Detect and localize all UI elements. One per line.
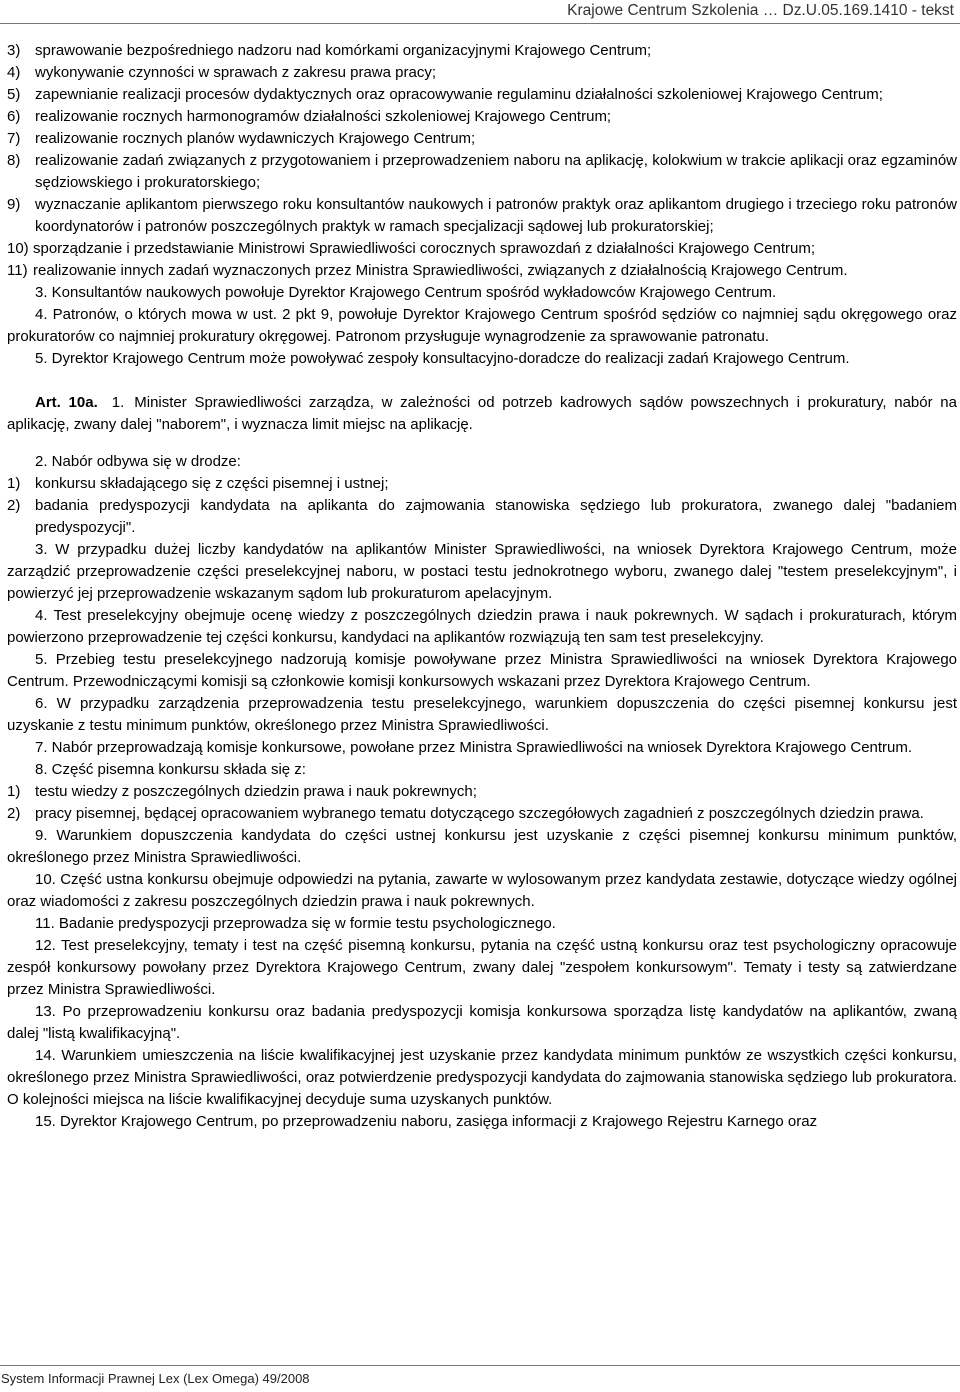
paragraph: 5. Przebieg testu preselekcyjnego nadzorują komisje powoływane przez Ministra Sprawiedliwości na wniosek Dyrektora Krajowego Centrum. Przewodniczącymi komisji są członkowie komisji konkursowych wskazani przez Dyrektora Krajowego Centrum. bbox=[7, 651, 957, 690]
paragraph: 9. Warunkiem dopuszczenia kandydata do części ustnej konkursu jest uzyskanie z części pisemnej konkursu minimum punktów, określonego przez Ministra Sprawiedliwości. bbox=[7, 827, 957, 866]
article-label: Art. 10a. bbox=[35, 394, 98, 411]
article-10a bbox=[7, 392, 957, 436]
list-recruitment-modes bbox=[7, 473, 957, 539]
paragraph: 8. Część pisemna konkursu składa się z: bbox=[35, 761, 306, 778]
page-footer bbox=[0, 1365, 960, 1392]
list-item: 1) testu wiedzy z poszczególnych dziedzin prawa i nauk pokrewnych; bbox=[7, 783, 477, 800]
list-written-part bbox=[7, 781, 957, 825]
paragraph: 2. Nabór odbywa się w drodze: bbox=[35, 453, 241, 470]
list-item: 8) realizowanie zadań związanych z przygotowaniem i przeprowadzeniem naboru na aplikację, kolokwium w trakcie aplikacji oraz egzaminów sędziowskiego i prokuratorskiego; bbox=[7, 152, 957, 191]
paragraph: 14. Warunkiem umieszczenia na liście kwalifikacyjnej jest uzyskanie przez kandydata minimum punktów ze wszystkich części konkursu, określonego przez Ministra Sprawiedliwości, oraz potwierdzenie predyspozycji kandydata do zajmowania stanowiska sędziego lub prokuratora. O kolejności miejsca na liście kwalifikacyjnej decyduje suma uzyskanych punktów. bbox=[7, 1047, 957, 1108]
paragraph: 3. Konsultantów naukowych powołuje Dyrektor Krajowego Centrum spośród wykładowców Krajowego Centrum. bbox=[35, 284, 777, 301]
paragraph: 4. Patronów, o których mowa w ust. 2 pkt 9, powołuje Dyrektor Krajowego Centrum spośród sędziów co najmniej sądu okręgowego oraz prokuratorów co najmniej prokuratury okręgowej. Patronom przysługuje wynagrodzenie za sprawowanie patronatu. bbox=[7, 306, 957, 345]
list-item: 10) sporządzanie i przedstawianie Ministrowi Sprawiedliwości corocznych sprawozdań z działalności Krajowego Centrum; bbox=[7, 240, 816, 257]
paragraph: 4. Test preselekcyjny obejmuje ocenę wiedzy z poszczególnych dziedzin prawa i nauk pokrewnych. W sądach i prokuraturach, którym powierzono przeprowadzenie tej części konkursu, kandydaci na aplikantów rozwiązują ten sam test preselekcyjny. bbox=[7, 607, 957, 646]
paragraph: 5. Dyrektor Krajowego Centrum może powoływać zespoły konsultacyjno-doradcze do realizacji zadań Krajowego Centrum. bbox=[35, 350, 850, 367]
list-item: 5) zapewnianie realizacji procesów dydaktycznych oraz opracowywanie regulaminu działalności szkoleniowej Krajowego Centrum; bbox=[7, 86, 883, 103]
paragraph: 6. W przypadku zarządzenia przeprowadzenia testu preselekcyjnego, warunkiem dopuszczenia do części pisemnej konkursu jest uzyskanie z testu minimum punktów, określonego przez Ministra Sprawiedliwości. bbox=[7, 695, 957, 734]
paragraph: 11. Badanie predyspozycji przeprowadza się w formie testu psychologicznego. bbox=[35, 915, 556, 932]
paragraph: 13. Po przeprowadzeniu konkursu oraz badania predyspozycji komisja konkursowa sporządza listę kandydatów na aplikantów, zwaną dalej "listą kwalifikacyjną". bbox=[7, 1003, 957, 1042]
list-item: 3) sprawowanie bezpośredniego nadzoru nad komórkami organizacyjnymi Krajowego Centrum; bbox=[7, 42, 652, 59]
paragraph: 15. Dyrektor Krajowego Centrum, po przeprowadzeniu naboru, zasięga informacji z Krajowego Rejestru Karnego oraz bbox=[35, 1113, 818, 1130]
article-section-number: 1. bbox=[111, 394, 125, 411]
list-item: 7) realizowanie rocznych planów wydawniczych Krajowego Centrum; bbox=[7, 130, 476, 147]
document-body bbox=[7, 40, 957, 1133]
header-divider bbox=[0, 23, 960, 24]
footer-source: System Informacji Prawnej Lex (Lex Omega) 49/2008 bbox=[1, 1371, 310, 1386]
list-item: 2) badania predyspozycji kandydata na aplikanta do zajmowania stanowiska sędziego lub prokuratora, zwanego dalej "badaniem predyspozycji". bbox=[7, 497, 957, 536]
list-item: 1) konkursu składającego się z części pisemnej i ustnej; bbox=[7, 475, 389, 492]
list-item: 11) realizowanie innych zadań wyznaczonych przez Ministra Sprawiedliwości, związanych z działalnością Krajowego Centrum. bbox=[7, 262, 848, 279]
list-item: 6) realizowanie rocznych harmonogramów działalności szkoleniowej Krajowego Centrum; bbox=[7, 108, 612, 125]
list-item: 9) wyznaczanie aplikantom pierwszego roku konsultantów naukowych i patronów praktyk oraz aplikantom drugiego i trzeciego roku patronów koordynatorów i patronów poszczególnych praktyk w ramach specjalizacji sądowej lub prokuratorskiej; bbox=[7, 196, 957, 235]
list-item: 2) pracy pisemnej, będącej opracowaniem wybranego tematu dotyczącego szczegółowych zagadnień z poszczególnych dziedzin prawa. bbox=[7, 805, 924, 822]
running-header: Krajowe Centrum Szkolenia … Dz.U.05.169.1410 - tekst bbox=[567, 2, 954, 19]
list-item: 4) wykonywanie czynności w sprawach z zakresu prawa pracy; bbox=[7, 64, 436, 81]
article-section-text: Minister Sprawiedliwości zarządza, w zależności od potrzeb kadrowych sądów powszechnych i prokuratury, nabór na aplikację, zwany dalej "naborem", i wyznacza limit miejsc na aplikację. bbox=[7, 394, 957, 433]
paragraph: 7. Nabór przeprowadzają komisje konkursowe, powołane przez Ministra Sprawiedliwości na wniosek Dyrektora Krajowego Centrum. bbox=[35, 739, 913, 756]
list-duties bbox=[7, 40, 957, 282]
paragraph: 10. Część ustna konkursu obejmuje odpowiedzi na pytania, zawarte w wylosowanym przez kandydata zestawie, dotyczące wiedzy ogólnej oraz wiadomości z zakresu poszczególnych dziedzin prawa i nauk pokrewnych. bbox=[7, 871, 957, 910]
paragraph: 3. W przypadku dużej liczby kandydatów na aplikantów Minister Sprawiedliwości, na wniosek Dyrektora Krajowego Centrum, może zarządzić przeprowadzenie części preselekcyjnej naboru, w postaci testu jednokrotnego wyboru, zwanego dalej "testem preselekcyjnym", i powierzyć jej przeprowadzenie wskazanym sądom lub prokuraturom apelacyjnym. bbox=[7, 541, 957, 602]
paragraph: 12. Test preselekcyjny, tematy i test na część pisemną konkursu, pytania na część ustną konkursu oraz test psychologiczny opracowuje zespół konkursowy powołany przez Dyrektora Krajowego Centrum, zwany dalej "zespołem konkursowym". Tematy i testy są zatwierdzane przez Ministra Sprawiedliwości. bbox=[7, 937, 957, 998]
